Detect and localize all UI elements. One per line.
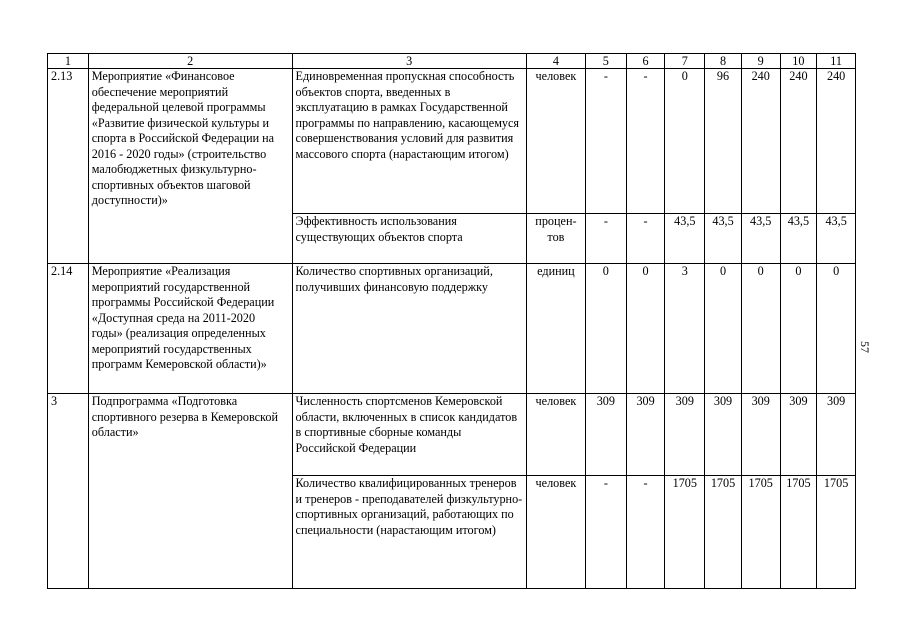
value-cell: -: [626, 476, 665, 589]
value-cell: 309: [780, 394, 817, 476]
value-cell: 1705: [780, 476, 817, 589]
event-name: Подпрограмма «Подготовка спортивного резерва в Кемеровской области»: [88, 394, 292, 589]
indicators-table: [47, 53, 856, 589]
indicator-name: Количество квалифицированных тренеров и тренеров - преподавателей физкультурно-спортивных организаций, работающих по специальности (нарастающим итогом): [292, 476, 526, 589]
column-header: 8: [705, 54, 742, 69]
value-cell: -: [585, 69, 626, 214]
event-name: Мероприятие «Реализация мероприятий государственной программы Российской Федерации «Доступная среда на 2011-2020 годы» (реализация определенных мероприятий государственных программ Кемеровской области)»: [88, 264, 292, 394]
value-cell: -: [626, 69, 665, 214]
row-code: 3: [48, 394, 89, 589]
value-cell: 0: [665, 69, 705, 214]
value-cell: 0: [626, 264, 665, 394]
indicator-name: Численность спортсменов Кемеровской области, включенных в список кандидатов в спортивные сборные команды Российской Федерации: [292, 394, 526, 476]
value-cell: 240: [741, 69, 780, 214]
column-header: 10: [780, 54, 817, 69]
column-header: 1: [48, 54, 89, 69]
value-cell: 309: [741, 394, 780, 476]
unit-cell: человек: [526, 69, 585, 214]
value-cell: 309: [817, 394, 856, 476]
value-cell: 43,5: [817, 214, 856, 264]
page-number: 57: [858, 341, 872, 353]
table-row: [48, 69, 856, 214]
value-cell: 0: [585, 264, 626, 394]
value-cell: 240: [817, 69, 856, 214]
row-code: 2.13: [48, 69, 89, 264]
value-cell: 43,5: [741, 214, 780, 264]
event-name: Мероприятие «Финансовое обеспечение мероприятий федеральной целевой программы «Развитие физической культуры и спорта в Российской Федерации на 2016 - 2020 годы» (строительство малобюджетных физкультурно-спортивных объектов шаговой доступности)»: [88, 69, 292, 264]
value-cell: 0: [705, 264, 742, 394]
column-header: 3: [292, 54, 526, 69]
value-cell: 309: [626, 394, 665, 476]
value-cell: 1705: [741, 476, 780, 589]
unit-cell: человек: [526, 394, 585, 476]
value-cell: 96: [705, 69, 742, 214]
column-header: 4: [526, 54, 585, 69]
column-header: 9: [741, 54, 780, 69]
header-row: [48, 54, 856, 69]
value-cell: 3: [665, 264, 705, 394]
column-header: 6: [626, 54, 665, 69]
table-row: [48, 264, 856, 394]
value-cell: 43,5: [780, 214, 817, 264]
value-cell: 0: [817, 264, 856, 394]
value-cell: -: [626, 214, 665, 264]
table-row: [48, 394, 856, 476]
column-header: 5: [585, 54, 626, 69]
value-cell: 309: [665, 394, 705, 476]
column-header: 2: [88, 54, 292, 69]
unit-cell: единиц: [526, 264, 585, 394]
value-cell: 43,5: [705, 214, 742, 264]
value-cell: -: [585, 476, 626, 589]
column-header: 7: [665, 54, 705, 69]
value-cell: 1705: [817, 476, 856, 589]
value-cell: 0: [741, 264, 780, 394]
value-cell: -: [585, 214, 626, 264]
row-code: 2.14: [48, 264, 89, 394]
value-cell: 0: [780, 264, 817, 394]
indicator-name: Единовременная пропускная способность объектов спорта, введенных в эксплуатацию в рамках Государственной программы по направлению, касающемуся совершенствования условий для развития массового спорта (нарастающим итогом): [292, 69, 526, 214]
value-cell: 1705: [665, 476, 705, 589]
value-cell: 309: [705, 394, 742, 476]
column-header: 11: [817, 54, 856, 69]
indicator-name: Эффективность использования существующих объектов спорта: [292, 214, 526, 264]
value-cell: 43,5: [665, 214, 705, 264]
unit-cell: человек: [526, 476, 585, 589]
indicator-name: Количество спортивных организаций, получивших финансовую поддержку: [292, 264, 526, 394]
unit-cell: процен-тов: [526, 214, 585, 264]
value-cell: 309: [585, 394, 626, 476]
value-cell: 240: [780, 69, 817, 214]
value-cell: 1705: [705, 476, 742, 589]
